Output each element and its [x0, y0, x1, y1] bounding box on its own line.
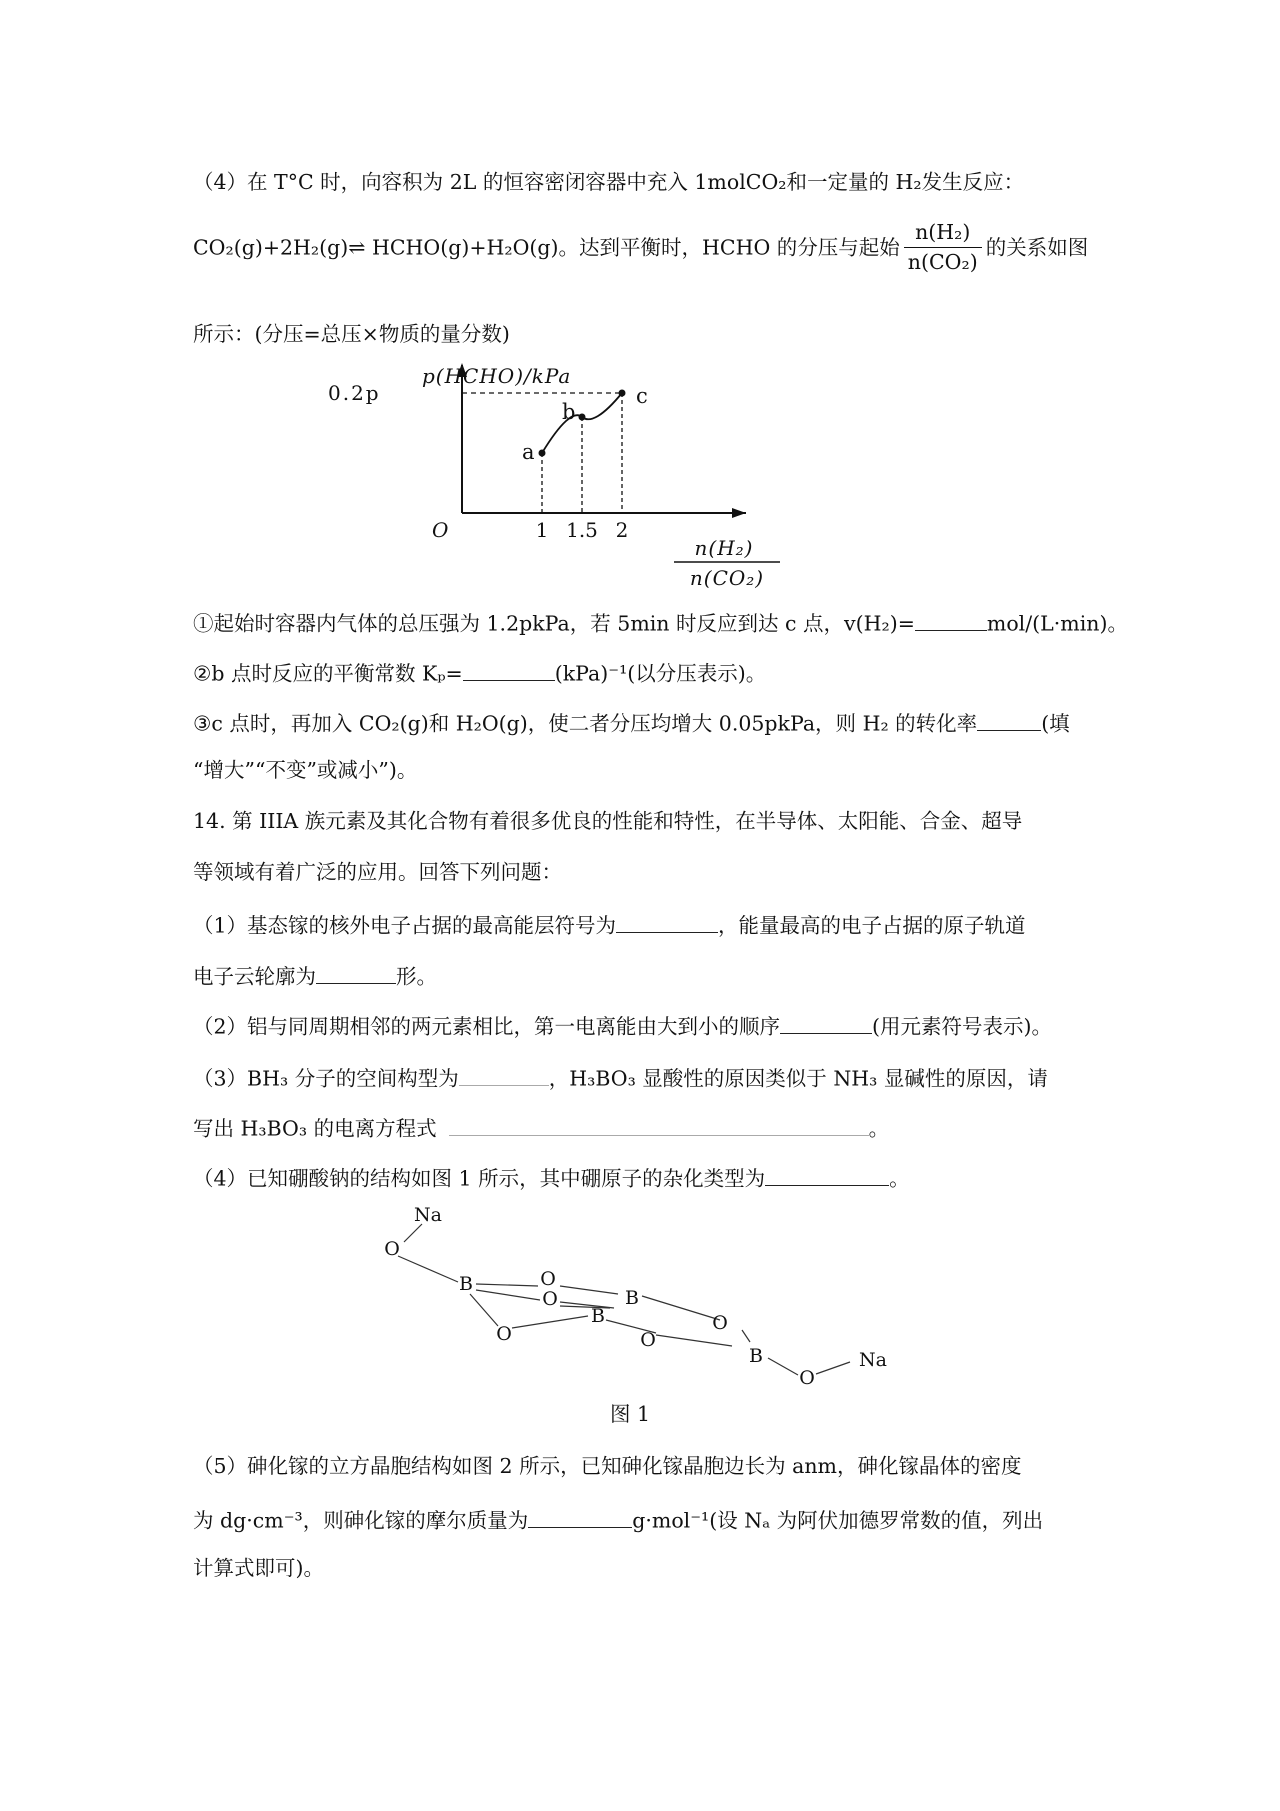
- part1-line2-text: 电子云轮廓为: [193, 964, 316, 989]
- x-tick-label: 2: [615, 518, 629, 542]
- atom-o: O: [542, 1288, 558, 1310]
- q14-part4: [193, 1163, 910, 1191]
- hcho-pressure-chart: [328, 355, 910, 590]
- q14-part5-line2: [193, 1505, 1043, 1533]
- q13-part4-line1: （4）在 T°C 时，向容积为 2L 的恒容密闭容器中充入 1molCO₂和一定量的 H₂发生反应：: [193, 170, 1025, 194]
- q14-part5-line3: 计算式即可)。: [193, 1556, 324, 1580]
- point-label-b: b: [562, 400, 576, 424]
- x-axis-label-numerator: n(H₂): [694, 536, 754, 560]
- sodium-borate-structure: [370, 1198, 910, 1398]
- fraction-numerator: n(H₂): [904, 220, 982, 248]
- q14-part5-line1: （5）砷化镓的立方晶胞结构如图 2 所示，已知砷化镓晶胞边长为 anm，砷化镓晶体的密度: [193, 1454, 1022, 1478]
- part1-line2-tail: 形。: [396, 964, 437, 989]
- atom-o: O: [799, 1367, 815, 1389]
- data-curve: [542, 393, 622, 453]
- part5-text: 为 dg·cm⁻³，则砷化镓的摩尔质量为: [193, 1508, 529, 1533]
- atom-o: O: [640, 1329, 656, 1351]
- part5-unit: g·mol⁻¹(设 Nₐ 为阿伏加德罗常数的值，列出: [632, 1508, 1044, 1533]
- atom-o: O: [384, 1238, 400, 1260]
- part2-tail: (用元素符号表示)。: [872, 1014, 1053, 1039]
- q14-part3-line2: [193, 1113, 889, 1141]
- blank-orbital-shape[interactable]: [316, 961, 396, 984]
- point-b: [579, 414, 586, 421]
- part3-line2-text: 写出 H₃BO₃ 的电离方程式: [193, 1116, 437, 1141]
- atom-b: B: [459, 1273, 473, 1295]
- q14-part2: [193, 1011, 1052, 1039]
- q14-intro-line2: 等领域有着广泛的应用。回答下列问题：: [193, 860, 562, 884]
- atom-b: B: [749, 1345, 763, 1367]
- q14-intro-line1: 14. 第 IIIA 族元素及其化合物有着很多优良的性能和特性，在半导体、太阳能、合金、超导: [193, 809, 1023, 833]
- reaction-equation: CO₂(g)+2H₂(g)⇌ HCHO(g)+H₂O(g)。达到平衡时，HCHO 的分压与起始: [193, 235, 900, 260]
- fraction-denominator: n(CO₂): [907, 249, 978, 274]
- origin-label: O: [432, 518, 449, 542]
- point-label-a: a: [522, 440, 535, 464]
- part1-text: （1）基态镓的核外电子占据的最高能层符号为: [193, 913, 617, 938]
- q14-part1-line2: [193, 961, 437, 989]
- y-axis-label: p(HCHO)/kPa: [422, 364, 572, 388]
- atom-b: B: [625, 1287, 639, 1309]
- sub1-unit: mol/(L·min)。: [986, 611, 1128, 636]
- sub2-unit: (kPa)⁻¹(以分压表示)。: [554, 661, 767, 686]
- blank-v-h2[interactable]: [915, 608, 987, 631]
- part3-text: （3）BH₃ 分子的空间构型为: [193, 1066, 459, 1091]
- blank-bh3-geometry[interactable]: [459, 1063, 549, 1086]
- figure-1-caption: 图 1: [610, 1402, 651, 1426]
- q14-part1: [193, 910, 1026, 938]
- point-c: [619, 390, 626, 397]
- q13-sub1: [193, 608, 1128, 636]
- blank-hybridization[interactable]: [765, 1163, 889, 1186]
- blank-ionization-order[interactable]: [780, 1011, 872, 1034]
- y-tick-label: 0.2p: [328, 381, 381, 405]
- sub3-text: ③c 点时，再加入 CO₂(g)和 H₂O(g)，使二者分压均增大 0.05pkPa，则 H₂ 的转化率: [193, 711, 978, 736]
- part1-text-2: ，能量最高的电子占据的原子轨道: [718, 913, 1026, 938]
- sub1-text: ①起始时容器内气体的总压强为 1.2pkPa，若 5min 时反应到达 c 点，v(H₂)=: [193, 611, 915, 636]
- atom-o: O: [496, 1323, 512, 1345]
- point-label-c: c: [636, 384, 648, 408]
- atom-na-right: Na: [859, 1349, 887, 1371]
- atom-o: O: [712, 1312, 728, 1334]
- blank-molar-mass[interactable]: [528, 1505, 632, 1528]
- part4-tail: 。: [889, 1166, 910, 1191]
- atom-o: O: [540, 1268, 556, 1290]
- blank-kp[interactable]: [463, 658, 555, 681]
- reaction-tail: 的关系如图: [985, 235, 1089, 260]
- blank-conversion[interactable]: [977, 708, 1041, 731]
- q13-part4-line3: 所示：(分压=总压×物质的量分数): [193, 322, 510, 346]
- atom-b: B: [591, 1305, 605, 1327]
- blank-energy-level[interactable]: [616, 910, 718, 933]
- sub3-tail: (填: [1041, 711, 1070, 736]
- x-axis-label-denominator: n(CO₂): [689, 566, 765, 590]
- q14-part3: [193, 1063, 1048, 1091]
- x-tick-label: 1: [535, 518, 549, 542]
- x-axis-arrow: [732, 508, 746, 518]
- part3-line2-tail: 。: [868, 1116, 890, 1141]
- q13-sub3-line2: “增大”“不变”或减小”)。: [193, 758, 418, 782]
- ratio-fraction: [904, 220, 982, 274]
- sub2-text: ②b 点时反应的平衡常数 Kₚ=: [193, 661, 463, 686]
- q13-reaction-line: [193, 222, 1088, 276]
- q13-sub2: [193, 658, 766, 686]
- x-tick-label: 1.5: [566, 518, 598, 542]
- point-a: [539, 450, 546, 457]
- part3-text-2: ，H₃BO₃ 显酸性的原因类似于 NH₃ 显碱性的原因，请: [548, 1066, 1048, 1091]
- q13-sub3: [193, 708, 1070, 736]
- blank-ionization-equation[interactable]: [449, 1113, 869, 1136]
- part2-text: （2）铝与同周期相邻的两元素相比，第一电离能由大到小的顺序: [193, 1014, 781, 1039]
- atom-na-top: Na: [414, 1204, 442, 1226]
- part4-text: （4）已知硼酸钠的结构如图 1 所示，其中硼原子的杂化类型为: [193, 1166, 766, 1191]
